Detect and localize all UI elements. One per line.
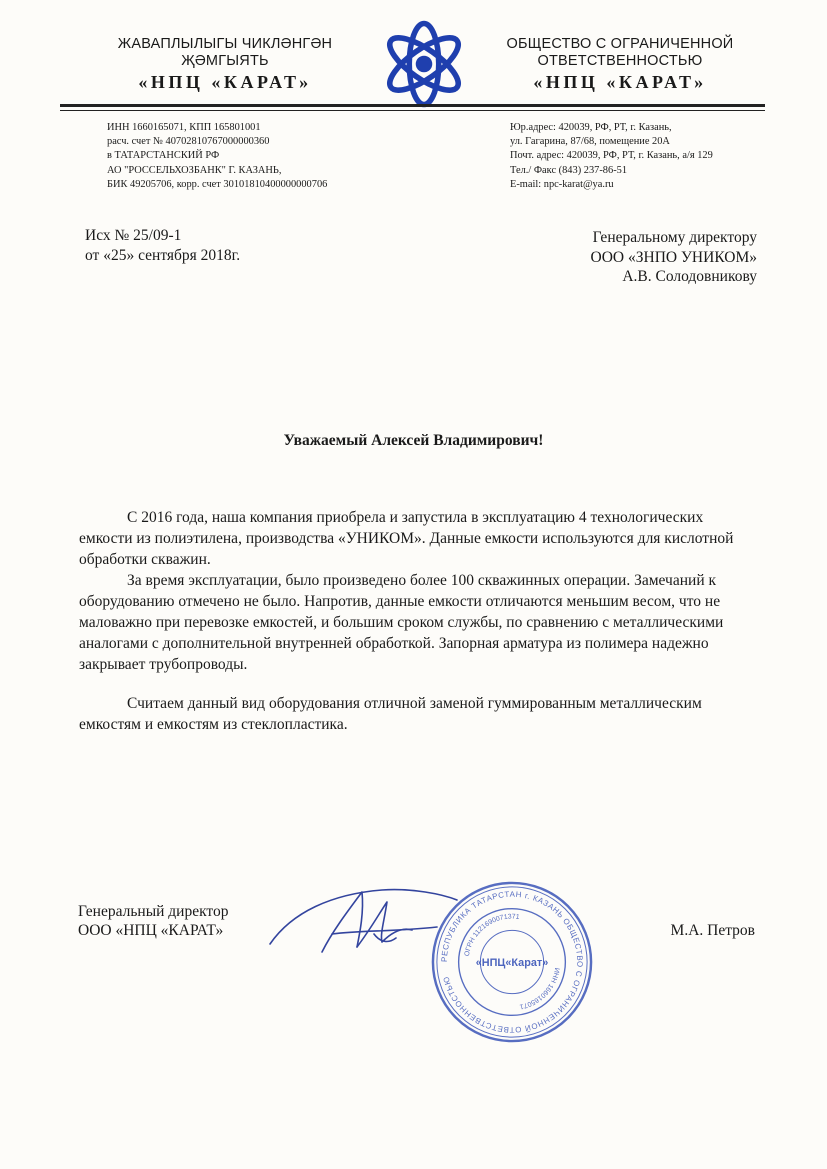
- addressee-line2: ООО «ЗНПО УНИКОМ»: [590, 248, 757, 266]
- company-seal: [428, 878, 596, 1046]
- addressee-block: [591, 228, 757, 287]
- requisite-line: Почт. адрес: 420039, РФ, РТ, г. Казань, а/я 129: [510, 150, 713, 162]
- requisite-line: в ТАТАРСТАНСКИЙ РФ: [107, 150, 220, 162]
- body-paragraph-2: За время эксплуатации, было произведено более 100 скважинных операции. Замечаний к оборудованию отмечено не было. Напротив, данные емкости отличаются меньшим весом, что не маловажно при перевозке емкостей, и большим сроком службы, по сравнению с металлическими аналогами с дополнительной внутренней обработкой. Запорная арматура из полимера надежно закрывает трубопроводы.: [79, 572, 724, 673]
- letterhead-right-brand: «НПЦ «КАРАТ»: [533, 72, 707, 92]
- body-paragraph-1: С 2016 года, наша компания приобрела и запустила в эксплуатацию 4 технологических емкости из полиэтилена, производства «УНИКОМ». Данные емкости используются для кислотной обработки скважин.: [79, 509, 734, 568]
- svg-text:ИНН 1660165071: [519, 967, 560, 1010]
- signatory-title-line2: ООО «НПЦ «КАРАТ»: [78, 922, 224, 939]
- requisite-line: ИНН 1660165071, КПП 165801001: [107, 122, 261, 133]
- salutation: Уважаемый Алексей Владимирович!: [283, 432, 544, 449]
- stamp-center-text: «НПЦ«Карат»: [475, 956, 549, 969]
- body-paragraph-3: Считаем данный вид оборудования отличной заменой гуммированным металлическим емкостям и емкостям из стеклопластика.: [79, 695, 702, 733]
- requisite-line: Тел./ Факс (843) 237-86-51: [510, 164, 628, 176]
- requisite-line: Юр.адрес: 420039, РФ, РТ, г. Казань,: [510, 122, 672, 133]
- svg-text:ОГРН 1121690071371: [464, 913, 520, 956]
- requisite-line: БИК 49205706, корр. счет 30101810400000000706: [107, 178, 328, 190]
- letterhead-left-line1: ЖАВАПЛЫЛЫГЫ ЧИКЛӘНГӘН: [117, 36, 333, 52]
- reference-number: Исх № 25/09-1: [85, 227, 182, 244]
- outgoing-reference: [85, 226, 240, 266]
- stamp-ring-text: РЕСПУБЛИКА ТАТАРСТАН г. КАЗАНЬ ОБЩЕСТВО С ОГРАНИЧЕННОЙ ОТВЕТСТВЕННОСТЬЮ: [439, 889, 585, 1035]
- header-rule-thin: [60, 110, 765, 111]
- email-line: E-mail: npc-karat@ya.ru: [510, 178, 614, 190]
- stamp-ogrn: ОГРН 1121690071371: [463, 913, 520, 957]
- signatory-title: [78, 902, 229, 940]
- requisite-line: расч. счет № 40702810767000000360: [107, 136, 270, 148]
- letterhead-left-line2: ҖӘМГЫЯТЬ: [181, 53, 269, 69]
- atom-logo-icon: [378, 18, 470, 110]
- letterhead-left: [85, 36, 365, 91]
- letterhead-right-line2: ОТВЕТСТВЕННОСТЬЮ: [537, 53, 703, 69]
- letterhead-right-line1: ОБЩЕСТВО С ОГРАНИЧЕННОЙ: [506, 36, 734, 52]
- stamp-inn: ИНН 1660165071: [518, 967, 561, 1010]
- addressee-line3: А.В. Солодовникову: [622, 268, 757, 285]
- reference-date: от «25» сентября 2018г.: [85, 247, 241, 264]
- requisites-address: [510, 121, 790, 192]
- requisite-line: ул. Гагарина, 87/68, помещение 20А: [510, 136, 670, 148]
- signatory-name: М.А. Петров: [670, 922, 755, 939]
- requisite-line: АО "РОССЕЛЬХОЗБАНК" Г. КАЗАНЬ,: [107, 164, 282, 176]
- letter-body: [79, 507, 754, 735]
- header-rule-thick: [60, 104, 765, 107]
- addressee-line1: Генеральному директору: [592, 229, 757, 246]
- requisites-bank: [107, 121, 407, 192]
- letterhead-right: [495, 36, 745, 91]
- letterhead-left-brand: «НПЦ «КАРАТ»: [138, 72, 312, 92]
- signatory-title-line1: Генеральный директор: [78, 903, 229, 920]
